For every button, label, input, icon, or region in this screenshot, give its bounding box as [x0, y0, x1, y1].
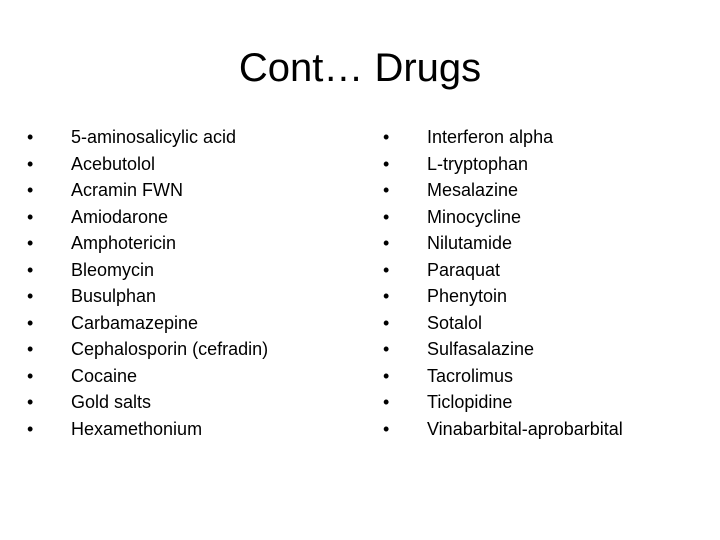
- list-item: [27, 389, 347, 416]
- drug-name: Sulfasalazine: [427, 339, 535, 359]
- bullet-icon: •: [27, 312, 34, 333]
- drug-name: Nilutamide: [427, 233, 513, 253]
- list-item: [383, 230, 713, 257]
- bullet-icon: •: [383, 365, 390, 386]
- bullet-icon: •: [383, 418, 390, 439]
- list-item: [27, 283, 347, 310]
- drug-name: Vinabarbital-aprobarbital: [427, 418, 623, 439]
- drug-name: Mesalazine: [427, 180, 519, 200]
- bullet-icon: •: [383, 206, 390, 227]
- bullet-icon: •: [27, 286, 34, 306]
- list-item: [383, 283, 713, 310]
- bullet-icon: •: [383, 259, 390, 280]
- list-item: [27, 230, 347, 257]
- bullet-icon: •: [383, 312, 390, 333]
- list-item: [383, 389, 713, 416]
- drug-name: Sotalol: [427, 312, 483, 333]
- drug-name: Cephalosporin (cefradin): [71, 339, 269, 359]
- bullet-icon: •: [27, 259, 34, 280]
- list-item: [27, 204, 347, 231]
- list-item: [27, 257, 347, 284]
- bullet-icon: •: [27, 180, 34, 200]
- bullet-icon: •: [383, 180, 390, 200]
- bullet-icon: •: [383, 339, 390, 359]
- bullet-icon: •: [27, 418, 34, 439]
- list-item: [27, 310, 347, 337]
- bullet-icon: •: [27, 233, 34, 253]
- drug-name: L-tryptophan: [427, 153, 529, 174]
- bullet-icon: •: [383, 153, 390, 174]
- drug-name: Acramin FWN: [71, 180, 183, 200]
- list-item: [27, 177, 347, 204]
- drug-name: Hexamethonium: [71, 418, 203, 439]
- drug-name: Gold salts: [71, 392, 152, 412]
- drug-name: Phenytoin: [427, 286, 508, 306]
- list-item: [383, 336, 713, 363]
- list-item: [383, 416, 713, 443]
- drug-name: Ticlopidine: [427, 392, 513, 412]
- drug-name: Carbamazepine: [71, 312, 199, 333]
- drug-name: Bleomycin: [71, 259, 155, 280]
- list-item: [27, 336, 347, 363]
- list-item: [383, 204, 713, 231]
- bullet-icon: •: [27, 206, 34, 227]
- list-item: [383, 257, 713, 284]
- bullet-icon: •: [27, 365, 34, 386]
- list-item: [27, 363, 347, 390]
- drug-name: Acebutolol: [71, 153, 156, 174]
- bullet-icon: •: [27, 153, 34, 174]
- bullet-icon: •: [383, 286, 390, 306]
- list-item: [383, 124, 713, 151]
- bullet-icon: •: [383, 233, 390, 253]
- drug-name: Tacrolimus: [427, 365, 514, 386]
- list-item: [383, 363, 713, 390]
- drug-list-left: [27, 124, 347, 442]
- drug-name: 5-aminosalicylic acid: [71, 127, 237, 147]
- bullet-icon: •: [27, 339, 34, 359]
- slide-title: Cont… Drugs: [238, 46, 482, 90]
- list-item: [27, 416, 347, 443]
- drug-name: Amphotericin: [71, 233, 177, 253]
- bullet-icon: •: [383, 127, 390, 147]
- list-item: [383, 310, 713, 337]
- drug-name: Cocaine: [71, 365, 138, 386]
- list-item: [27, 151, 347, 178]
- drug-name: Busulphan: [71, 286, 157, 306]
- list-item: [383, 151, 713, 178]
- list-item: [383, 177, 713, 204]
- bullet-icon: •: [27, 392, 34, 412]
- drug-name: Paraquat: [427, 259, 501, 280]
- drug-list-right: [383, 124, 713, 442]
- drug-name: Minocycline: [427, 206, 522, 227]
- bullet-icon: •: [383, 392, 390, 412]
- drug-name: Amiodarone: [71, 206, 169, 227]
- bullet-icon: •: [27, 127, 34, 147]
- list-item: [27, 124, 347, 151]
- drug-name: Interferon alpha: [427, 127, 554, 147]
